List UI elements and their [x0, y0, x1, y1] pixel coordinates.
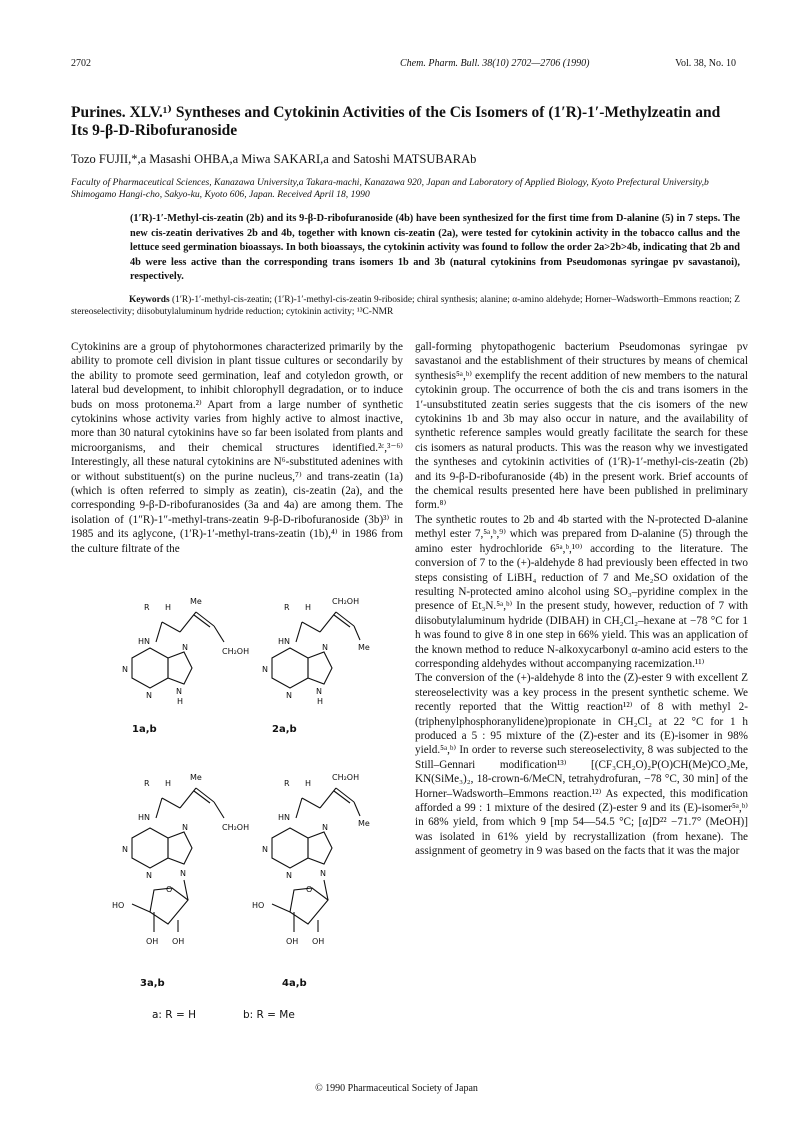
svg-text:N: N [146, 691, 152, 700]
svg-text:CH₂OH: CH₂OH [222, 823, 250, 832]
svg-text:N: N [322, 823, 328, 832]
keywords-label: Keywords [129, 295, 170, 305]
svg-text:R: R [284, 779, 290, 788]
r-definition-b: b: R = Me [243, 1009, 295, 1021]
svg-text:N: N [122, 845, 128, 854]
svg-text:N: N [262, 845, 268, 854]
svg-text:R: R [144, 779, 150, 788]
structure-2ab-drawing [260, 596, 410, 716]
svg-text:HN: HN [138, 813, 150, 822]
affiliations: Faculty of Pharmaceutical Sciences, Kanazawa University,a Takara-machi, Kanazawa 920, Japan and Laboratory of Applied Biology, Kyoto Prefectural University,b Shimogamo Hangi-cho, Sakyo-ku, Kyoto 606, Japan. Received April 18, 1990 [71, 177, 709, 200]
svg-text:OH: OH [172, 937, 185, 946]
svg-text:N: N [286, 691, 292, 700]
structure-1ab [120, 596, 270, 716]
svg-text:H: H [305, 603, 312, 612]
structure-4ab-drawing [250, 772, 410, 1002]
svg-text:CH₂OH: CH₂OH [332, 597, 360, 606]
structure-3ab-drawing [110, 772, 270, 1002]
structure-3ab [110, 772, 270, 1002]
svg-text:N: N [182, 643, 188, 652]
svg-text:N: N [122, 665, 128, 674]
svg-text:HN: HN [138, 637, 150, 646]
article-title: Purines. XLV.¹⁾ Syntheses and Cytokinin Activities of the Cis Isomers of (1′R)-1′-Methylzeatin and Its 9-β-D-Ribofuranoside [71, 104, 721, 139]
svg-text:HN: HN [278, 813, 290, 822]
svg-text:N: N [286, 871, 292, 880]
svg-text:R: R [284, 603, 290, 612]
svg-text:H: H [165, 603, 172, 612]
structure-4ab [250, 772, 410, 1002]
svg-text:N: N [180, 869, 186, 878]
svg-text:Me: Me [358, 819, 370, 828]
svg-text:Me: Me [190, 597, 202, 606]
svg-text:N: N [262, 665, 268, 674]
author-list: Tozo FUJII,*,a Masashi OHBA,a Miwa SAKARI,a and Satoshi MATSUBARAb [71, 152, 477, 166]
svg-text:N: N [322, 643, 328, 652]
structure-label-3ab: 3a,b [140, 978, 165, 989]
svg-text:N: N [316, 687, 322, 696]
svg-text:O: O [166, 885, 173, 894]
structure-label-1ab: 1a,b [132, 724, 157, 735]
left-column-text: Cytokinins are a group of phytohormones characterized primarily by the ability to promote cell division in plant tissue cultures or secondarily by the ability to promote seed germination, leaf and cotyledon growth, or lateral bud development, to inhibit chlorophyll degradation, or to induce buds on moss protonema.²⁾ Apart from a large number of synthetic cytokinins whose activity varies from highly active to almost inactive, more than 30 natural cytokinins have so far been isolated from plants and microorganisms, and their chemical structures identified.²ᶜ,³⁻⁶⁾ Interestingly, all these natural cytokinins are N⁶-substituted adenines with or without substituent(s) on the purine nucleus,⁷⁾ and trans-zeatin (1a) (which is often referred to simply as zeatin), cis-zeatin (2a), and the corresponding 9-β-D-ribofuranosides (3a and 4a) are among them. The isolation of (1″R)-1″-methyl-trans-zeatin 9-β-D-ribofuranoside (3b)³⁾ in 1985 and its aglycone, (1′R)-1′-methyl-trans-zeatin (1b),⁴⁾ in 1986 from the culture filtrate of the [71, 341, 403, 555]
right-column-text: gall-forming phytopathogenic bacterium Pseudomonas syringae pv savastanoi and the establishment of their structures by means of chemical synthesis⁵ᵃ,ᵇ⁾ exemplify the recent addition of new members to the natural cytokinin group. The occurrence of both the cis and trans isomers in the 1′-unsubstituted zeatin series suggests that the cis isomers of the new cytokinins 1b and 3b may also occur in nature, and the availability of synthetic reference samples would greatly facilitate the search for these cis isomers as natural products. This was the reason why we investigated the syntheses and cytokinin activities of (1′R)-1′-methyl-cis-zeatin (2b) and its 9-β-D-ribofuranoside (4b) in the present work. Brief accounts of the chemical results presented here have been published in preliminary form.⁸⁾ The synthetic routes to 2b and 4b started with the N-protected D-alanine methyl ester 7,⁵ᵃ,ᵇ,⁹⁾ which was prepared from D-alanine (5) through the amino ester hydrochloride 6⁵ᵃ,ᵇ,¹⁰⁾ according to the literature. The conversion of 7 to the (+)-aldehyde 8 had previously been effected in two steps consisting of LiBH₄ reduction of 7 and Me₂SO oxidation of the resulting N-protected amino alcohol using SO₃–pyridine complex in the presence of Et₃N.⁵ᵃ,ᵇ⁾ In the present study, however, reduction of 7 with diisobutylaluminum hydride (DIBAH) in CH₂Cl₂–hexane at −78 °C for 1 h was found to give 8 in one step in 66% yield. This was an application of the known method to reduce N-alkoxycarbonyl α-amino acid esters to the corresponding aldehydes without accompanying racemization.¹¹⁾ The conversion of the (+)-aldehyde 8 into the (Z)-ester 9 with excellent Z stereoselectivity was a key process in the present synthetic scheme. We recently reported that the Wittig reaction¹²⁾ of 8 with methyl 2-(triphenylphosphoranylidene)propionate in CH₂Cl₂ at 22 °C for 1 h produced a 5 : 95 mixture of the (Z)-ester and its (E)-isomer in 98% yield.⁵ᵃ,ᵇ⁾ In order to reverse such stereoselectivity, 8 was subjected to the Still–Gennari modification¹³⁾ [(CF₃CH₂O)₂P(O)CH(Me)CO₂Me, KN(SiMe₃)₂, 18-crown-6/MeCN, tetrahydrofuran, −78 °C, 30 min] of the Horner–Wadsworth–Emmons reaction.¹²⁾ As expected, this modification afforded a 99 : 1 mixture of the desired (Z)-ester 9 and its (E)-isomer⁵ᵃ,ᵇ⁾ in 68% yield, from which 9 [mp 54—54.5 °C; [α]D²² −71.7° (MeOH)] was isolated in 61% yield by recrystallization (from hexane). The assignment of geometry in 9 was based on the facts that it was the major [415, 341, 748, 858]
structure-2ab [260, 596, 410, 716]
keywords-text: (1′R)-1′-methyl-cis-zeatin; (1′R)-1′-methyl-cis-zeatin 9-riboside; chiral synthesis; alanine; α-amino aldehyde; Horner–Wadsworth–Emmons reaction; Z stereoselectivity; diisobutylaluminum hydride reduction; cytokinin activity; ¹³C-NMR [71, 295, 740, 317]
svg-text:CH₂OH: CH₂OH [222, 647, 250, 656]
structure-label-4ab: 4a,b [282, 978, 307, 989]
svg-text:H: H [177, 697, 184, 706]
svg-text:OH: OH [146, 937, 159, 946]
keywords-block [71, 294, 740, 318]
atom-r: R [144, 603, 150, 612]
journal-citation: Chem. Pharm. Bull. 38(10) 2702—2706 (1990) [400, 58, 590, 69]
structure-label-2ab: 2a,b [272, 724, 297, 735]
volume-info: Vol. 38, No. 10 [675, 58, 736, 69]
svg-text:CH₂OH: CH₂OH [332, 773, 360, 782]
svg-text:H: H [165, 779, 172, 788]
svg-text:HO: HO [252, 901, 265, 910]
structure-1ab-drawing [120, 596, 270, 716]
svg-text:O: O [306, 885, 313, 894]
svg-text:HN: HN [278, 637, 290, 646]
svg-text:Me: Me [190, 773, 202, 782]
svg-text:HO: HO [112, 901, 125, 910]
svg-text:N: N [320, 869, 326, 878]
svg-text:Me: Me [358, 643, 370, 652]
copyright-footer: © 1990 Pharmaceutical Society of Japan [315, 1083, 478, 1094]
r-definition-a: a: R = H [152, 1009, 196, 1021]
svg-text:H: H [305, 779, 312, 788]
svg-text:N: N [176, 687, 182, 696]
abstract: (1′R)-1′-Methyl-cis-zeatin (2b) and its 9-β-D-ribofuranoside (4b) have been synthesized for the first time from D-alanine (5) in 7 steps. The new cis-zeatin derivatives 2b and 4b, together with known cis-zeatin (2a), were tested for cytokinin activity in the tobacco callus and the lettuce seed germination bioassays. In both bioassays, the cytokinin activity was found to follow the order 2a>2b>4b, indicating that 2b and 4b were less active than the corresponding trans isomers 1b and 3b (natural cytokinins from Pseudomonas syringae pv savastanoi), respectively. [130, 213, 740, 282]
svg-text:H: H [317, 697, 324, 706]
svg-text:OH: OH [312, 937, 325, 946]
svg-text:N: N [146, 871, 152, 880]
svg-text:OH: OH [286, 937, 299, 946]
svg-text:N: N [182, 823, 188, 832]
page-number: 2702 [71, 58, 91, 69]
